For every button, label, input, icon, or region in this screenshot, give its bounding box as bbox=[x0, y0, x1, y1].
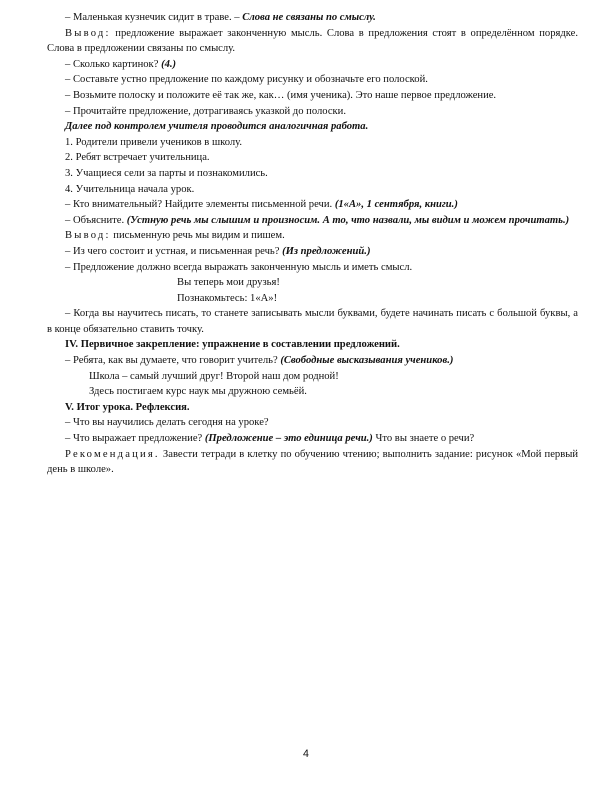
text: Завести тетради в клетку по обучению чтению; выполнить задание: рисунок «Мой первый день в школе». bbox=[47, 448, 578, 476]
page-number: 4 bbox=[303, 748, 309, 760]
answer-italic: Слова не связаны по смыслу. bbox=[242, 12, 376, 23]
line-14 bbox=[47, 228, 578, 244]
answer-italic: (Предложение – это единица речи.) bbox=[204, 433, 373, 445]
line-07: Далее под контролем учителя проводится аналогичная работа. bbox=[65, 121, 369, 133]
line-16: – Предложение должно всегда выражать законченную мысль и иметь смысл. bbox=[65, 261, 413, 273]
conclusion-label: Вывод: bbox=[65, 27, 111, 39]
answer-italic: (1«А», 1 сентября, книги.) bbox=[334, 199, 458, 211]
line-12 bbox=[47, 197, 578, 213]
line-19: – Когда вы научитесь писать, то станете записывать мысли буквами, будете начинать писать с большой буквы, а в конце обязательно ставить точку. bbox=[47, 308, 578, 335]
text: Что вы знаете о речи? bbox=[372, 433, 475, 445]
line-09: 2. Ребят встречает учительница. bbox=[65, 152, 210, 164]
line-08: 1. Родители привели учеников в школу. bbox=[65, 136, 243, 148]
text: предложение выражает законченную мысль. Слова в предложения стоят в определённом порядке. Слова в предложении связаны по смыслу. bbox=[47, 27, 578, 55]
text: письменную речь мы видим и пишем. bbox=[110, 230, 285, 242]
line-25: – Что вы научились делать сегодня на уроке? bbox=[65, 417, 269, 429]
text: – Из чего состоит и устная, и письменная речь? bbox=[65, 245, 283, 257]
poem-line-1: Вы теперь мои друзья! bbox=[177, 277, 280, 289]
recommendation bbox=[47, 447, 578, 478]
line-04: – Составьте устно предложение по каждому рисунку и обозначьте его полоской. bbox=[65, 74, 428, 86]
line-15 bbox=[47, 244, 578, 260]
text: – Маленькая кузнечик сидит в траве. – bbox=[65, 12, 243, 23]
poem-line-4: Здесь постигаем курс наук мы дружною семьёй. bbox=[89, 386, 307, 398]
line-10: 3. Учащиеся сели за парты и познакомились. bbox=[65, 167, 268, 179]
line-26 bbox=[47, 431, 578, 447]
answer-italic: (Из предложений.) bbox=[282, 245, 371, 257]
poem-line-3: Школа – самый лучший друг! Второй наш дом родной! bbox=[89, 370, 339, 382]
line-01 bbox=[47, 10, 578, 26]
line-03 bbox=[47, 57, 578, 73]
text: – Объясните. bbox=[65, 214, 127, 226]
line-21 bbox=[47, 353, 578, 369]
line-06: – Прочитайте предложение, дотрагиваясь указкой до полоски. bbox=[65, 105, 346, 117]
line-05: – Возьмите полоску и положите её так же, как… (имя ученика). Это наше первое предложение. bbox=[65, 89, 497, 101]
line-02 bbox=[47, 26, 578, 57]
conclusion-label: Вывод: bbox=[65, 230, 111, 242]
text: – Ребята, как вы думаете, что говорит учитель? bbox=[65, 355, 281, 367]
recommendation-label: Рекомендация. bbox=[65, 448, 160, 460]
answer-italic: (Устную речь мы слышим и произносим. А то, что назвали, мы видим и можем прочитать.) bbox=[126, 214, 570, 226]
line-13 bbox=[47, 213, 578, 229]
answer-italic: (4.) bbox=[161, 58, 177, 70]
document-page bbox=[47, 10, 578, 478]
text: – Кто внимательный? Найдите элементы письменной речи. bbox=[65, 199, 335, 211]
text: – Что выражает предложение? bbox=[65, 433, 205, 445]
text: – Сколько картинок? bbox=[65, 58, 162, 70]
answer-italic: (Свободные высказывания учеников.) bbox=[280, 355, 454, 367]
section-heading-iv: IV. Первичное закрепление: упражнение в составлении предложений. bbox=[65, 339, 400, 351]
poem-line-2: Познакомьтесь: 1«А»! bbox=[177, 292, 278, 304]
section-heading-v: V. Итог урока. Рефлексия. bbox=[65, 401, 190, 413]
line-11: 4. Учительница начала урок. bbox=[65, 183, 195, 195]
